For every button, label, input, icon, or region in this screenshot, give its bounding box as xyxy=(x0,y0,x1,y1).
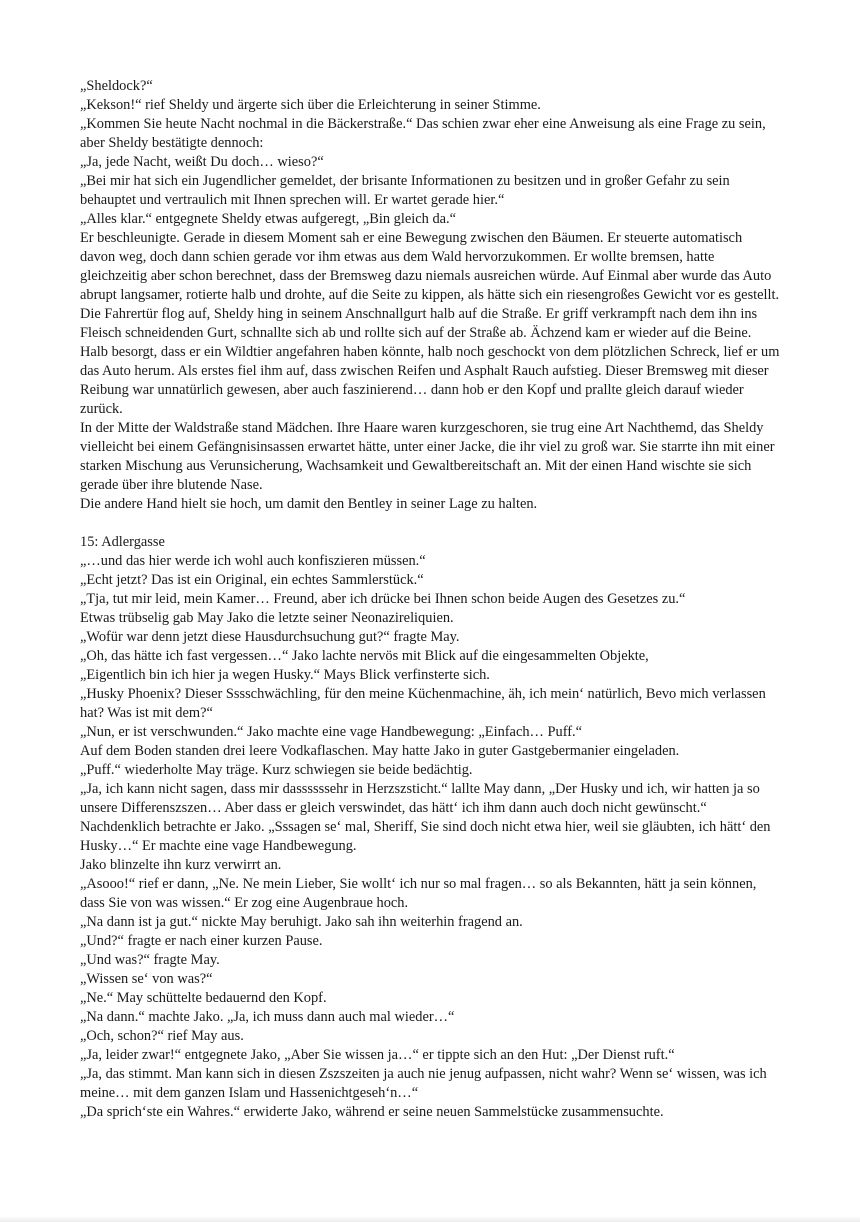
paragraph: „Ja, leider zwar!“ entgegnete Jako, „Aber Sie wissen ja…“ er tippte sich an den Hut: „Der Dienst ruft.“ xyxy=(80,1047,675,1063)
paragraph: Etwas trübselig gab May Jako die letzte seiner Neonazireliquien. xyxy=(80,610,454,626)
paragraph: „Bei mir hat sich ein Jugendlicher gemeldet, der brisante Informationen zu besitzen und in großer Gefahr zu sein behauptet und vertraulich mit Ihnen sprechen will. Er wartet gerade hier.“ xyxy=(80,173,730,208)
paragraph: „Wofür war denn jetzt diese Hausdurchsuchung gut?“ fragte May. xyxy=(80,629,460,645)
paragraph: „Tja, tut mir leid, mein Kamer… Freund, aber ich drücke bei Ihnen schon beide Augen des Gesetzes zu.“ xyxy=(80,591,686,607)
paragraph: „Asooo!“ rief er dann, „Ne. Ne mein Lieber, Sie wollt‘ ich nur so mal fragen… so als Bekannten, hätt ja sein können, dass Sie von was wissen.“ Er zog eine Augenbraue hoch. xyxy=(80,876,757,911)
paragraph: „Puff.“ wiederholte May träge. Kurz schwiegen sie beide bedächtig. xyxy=(80,762,473,778)
paragraph: „Sheldock?“ xyxy=(80,78,153,94)
paragraph: In der Mitte der Waldstraße stand Mädchen. Ihre Haare waren kurzgeschoren, sie trug eine Art Nachthemd, das Sheldy vielleicht bei einem Gefängnisinsassen erwartet hätte, unter einer Jacke, die ihr viel zu groß war. Sie starrte ihn mit einer starken Mischung aus Verunsicherung, Wachsamkeit und Gewaltbereitschaft an. Mit der einen Hand wischte sie sich gerade über ihre blutende Nase. xyxy=(80,420,775,493)
page-bottom-edge xyxy=(0,1216,860,1222)
paragraph: „Kekson!“ rief Sheldy und ärgerte sich über die Erleichterung in seiner Stimme. xyxy=(80,97,541,113)
paragraph: „Alles klar.“ entgegnete Sheldy etwas aufgeregt, „Bin gleich da.“ xyxy=(80,211,457,227)
paragraph: „…und das hier werde ich wohl auch konfiszieren müssen.“ xyxy=(80,553,426,569)
paragraph: „Na dann.“ machte Jako. „Ja, ich muss dann auch mal wieder…“ xyxy=(80,1009,455,1025)
document-body xyxy=(80,77,780,1122)
paragraph: „Husky Phoenix? Dieser Sssschwächling, für den meine Küchenmachine, äh, ich mein‘ natürlich, Bevo mich verlassen hat? Was ist mit dem?“ xyxy=(80,686,766,721)
paragraph: „Kommen Sie heute Nacht nochmal in die Bäckerstraße.“ Das schien zwar eher eine Anweisung als eine Frage zu sein, aber Sheldy bestätigte dennoch: xyxy=(80,116,766,151)
paragraph-gap xyxy=(80,514,780,533)
paragraph: Jako blinzelte ihn kurz verwirrt an. xyxy=(80,857,282,873)
paragraph: „Und was?“ fragte May. xyxy=(80,952,220,968)
paragraph: „Da sprich‘ste ein Wahres.“ erwiderte Jako, während er seine neuen Sammelstücke zusammensuchte. xyxy=(80,1104,664,1120)
paragraph: „Und?“ fragte er nach einer kurzen Pause. xyxy=(80,933,323,949)
paragraph: „Ja, ich kann nicht sagen, dass mir dassssssehr in Herzszsticht.“ lallte May dann, „Der Husky und ich, wir hatten ja so unsere Differenszszen… Aber dass er gleich verswindet, das hätt‘ ich ihm dann auch doch nicht gewünscht.“ Nachdenklich betrachte er Jako. „Sssagen se‘ mal, Sheriff, Sie sind doch nicht etwa hier, weil sie gläubten, ich hätt‘ den Husky…“ Er machte eine vage Handbewegung. xyxy=(80,781,771,854)
paragraph: „Eigentlich bin ich hier ja wegen Husky.“ Mays Blick verfinsterte sich. xyxy=(80,667,490,683)
section-heading: 15: Adlergasse xyxy=(80,534,165,550)
paragraph: Die andere Hand hielt sie hoch, um damit den Bentley in seiner Lage zu halten. xyxy=(80,496,538,512)
paragraph: „Och, schon?“ rief May aus. xyxy=(80,1028,244,1044)
paragraph: Auf dem Boden standen drei leere Vodkaflaschen. May hatte Jako in guter Gastgebermanier eingeladen. xyxy=(80,743,680,759)
paragraph: „Oh, das hätte ich fast vergessen…“ Jako lachte nervös mit Blick auf die eingesammelten Objekte, xyxy=(80,648,649,664)
paragraph: „Echt jetzt? Das ist ein Original, ein echtes Sammlerstück.“ xyxy=(80,572,424,588)
paragraph: „Na dann ist ja gut.“ nickte May beruhigt. Jako sah ihn weiterhin fragend an. xyxy=(80,914,523,930)
paragraph: „Ja, jede Nacht, weißt Du doch… wieso?“ xyxy=(80,154,324,170)
paragraph: „Nun, er ist verschwunden.“ Jako machte eine vage Handbewegung: „Einfach… Puff.“ xyxy=(80,724,583,740)
paragraph: „Ja, das stimmt. Man kann sich in diesen Zszszeiten ja auch nie jenug aufpassen, nicht wahr? Wenn se‘ wissen, was ich meine… mit dem ganzen Islam und Hassenichtgeseh‘n…“ xyxy=(80,1066,767,1101)
paragraph: „Wissen se‘ von was?“ xyxy=(80,971,213,987)
paragraph: Er beschleunigte. Gerade in diesem Moment sah er eine Bewegung zwischen den Bäumen. Er steuerte automatisch davon weg, doch dann schien gerade vor ihm etwas aus dem Wald hervorzukommen. Er wollte bremsen, hatte gleichzeitig aber schon berechnet, dass der Bremsweg dazu niemals ausreichen würde. Auf Einmal aber wurde das Auto abrupt langsamer, rotierte halb und drohte, auf die Seite zu kippen, als hätte sich ein riesengroßes Gewicht vor es gestellt. Die Fahrertür flog auf, Sheldy hing in seinem Anschnallgurt halb auf die Straße. Er griff verkrampft nach dem ihn ins Fleisch schneidenden Gurt, schnallte sich ab und rollte sich auf der Straße ab. Ächzend kam er wieder auf die Beine. Halb besorgt, dass er ein Wildtier angefahren haben könnte, halb noch geschockt von dem plötzlichen Schreck, lief er um das Auto herum. Als erstes fiel ihm auf, dass zwischen Reifen und Asphalt Rauch aufstieg. Dieser Bremsweg mit dieser Reibung war unnatürlich gewesen, aber auch faszinierend… dann hob er den Kopf und prallte gleich darauf wieder zurück. xyxy=(80,230,780,417)
paragraph: „Ne.“ May schüttelte bedauernd den Kopf. xyxy=(80,990,327,1006)
